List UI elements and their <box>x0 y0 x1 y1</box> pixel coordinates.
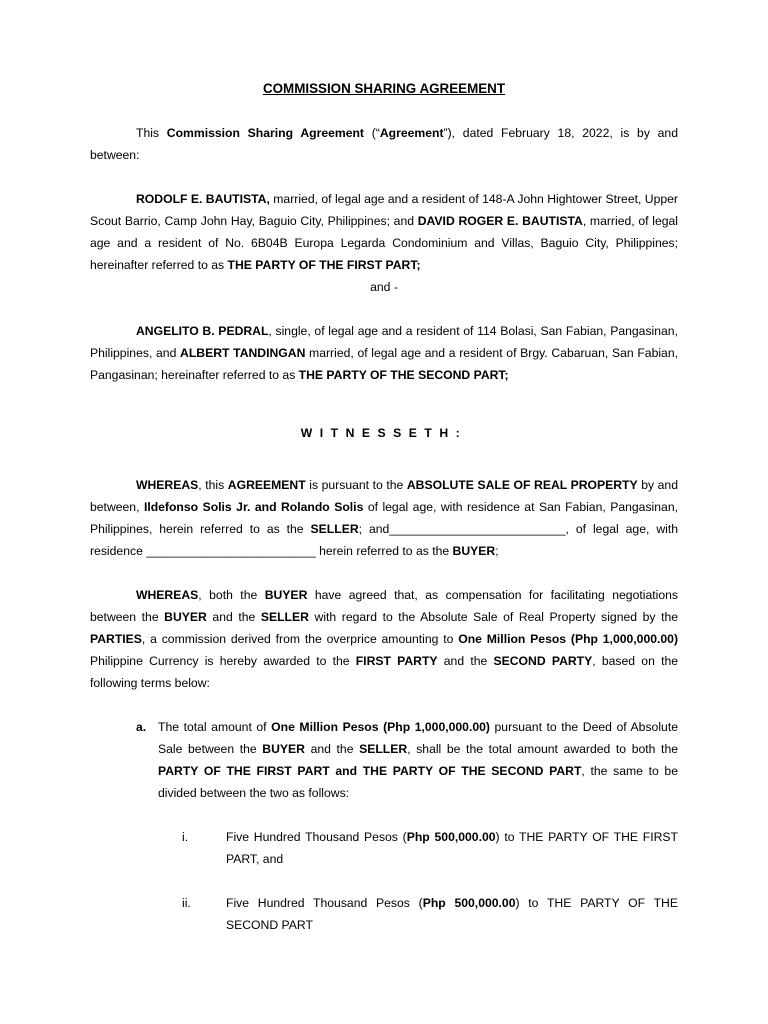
item-a-text-1: The total amount of <box>158 720 272 734</box>
whereas-paragraph-1 <box>90 474 678 562</box>
whereas2-text-6: Philippine Currency is hereby awarded to the <box>90 654 356 668</box>
second-party-text-1: , single, of legal age and a resident of 114 Bolasi, San Fabian, Pangasinan, Philippines, and <box>90 324 678 360</box>
item-a-text-2: pursuant to the Deed of Absolute Sale between the <box>158 720 678 756</box>
item-a-bold-2: BUYER <box>262 742 305 756</box>
item-a-bold-1: One Million Pesos (Php 1,000,000.00) <box>271 720 490 734</box>
item-ii-bold-1: Php 500,000.00 <box>422 896 516 910</box>
whereas1-text-3: by and between, <box>90 478 678 514</box>
whereas1-text-6: ; <box>495 544 499 558</box>
whereas1-text-5: ; and__________________________, of legal age, with residence _________________________ herein referred to as the <box>90 522 678 558</box>
item-a-text-5: , the same to be divided between the two as follows: <box>158 764 678 800</box>
whereas2-bold-5: PARTIES <box>90 632 142 646</box>
first-party-name-1: RODOLF E. BAUTISTA, <box>136 192 270 206</box>
item-i-text-2: ) to THE PARTY OF THE FIRST PART, and <box>226 830 679 866</box>
first-party-paragraph <box>90 188 678 276</box>
whereas2-text-2: have agreed that, as compensation for facilitating negotiations between the <box>90 588 678 624</box>
whereas2-bold-4: SELLER <box>260 610 309 624</box>
witnesseth-heading: WITNESSETH: <box>300 426 468 440</box>
first-party-text-1: married, of legal age and a resident of 148-A John Hightower Street, Upper Scout Barrio, Camp John Hay, Baguio City, Philippines; and <box>90 192 678 228</box>
intro-text-3: ”), dated February 18, 2022, is by and between: <box>90 126 678 162</box>
whereas1-bold-6: BUYER <box>452 544 496 558</box>
item-ii-text-2: ) to THE PARTY OF THE SECOND PART <box>226 896 678 932</box>
whereas2-text-5: , a commission derived from the overprice amounting to <box>141 632 459 646</box>
item-a-bold-4: PARTY OF THE FIRST PART and THE PARTY OF THE SECOND PART <box>158 764 582 778</box>
whereas2-text-3: and the <box>206 610 261 624</box>
whereas2-bold-7: FIRST PARTY <box>355 654 438 668</box>
and-separator: and - <box>370 280 398 294</box>
second-party-paragraph <box>90 320 678 386</box>
whereas2-bold-8: SECOND PARTY <box>493 654 593 668</box>
second-party-name-1: ANGELITO B. PEDRAL <box>136 324 269 338</box>
whereas1-bold-3: ABSOLUTE SALE OF REAL PROPERTY <box>406 478 638 492</box>
first-party-designation: THE PARTY OF THE FIRST PART; <box>227 258 421 272</box>
first-party-text-2: , married, of legal age and a resident of No. 6B04B Europa Legarda Condominium and Villas, Baguio City, Philippines; hereinafter referred to as <box>90 214 678 272</box>
whereas1-text-1: , this <box>198 478 228 492</box>
whereas2-bold-2: BUYER <box>264 588 308 602</box>
item-i-text-1: Five Hundred Thousand Pesos ( <box>226 830 407 844</box>
whereas2-bold-1: WHEREAS <box>136 588 199 602</box>
document-title: COMMISSION SHARING AGREEMENT <box>262 81 506 96</box>
item-i-bold-1: Php 500,000.00 <box>406 830 496 844</box>
whereas1-bold-2: AGREEMENT <box>227 478 306 492</box>
intro-text-1: This <box>136 126 167 140</box>
whereas1-text-4: of legal age, with residence at San Fabian, Pangasinan, Philippines, herein referred to as the <box>90 500 678 536</box>
first-party-name-2: DAVID ROGER E. BAUTISTA <box>417 214 583 228</box>
list-item-ii-text <box>226 892 678 936</box>
list-item-a-text <box>158 716 678 804</box>
whereas2-text-7: and the <box>437 654 494 668</box>
second-party-text-2: married, of legal age and a resident of Brgy. Cabaruan, San Fabian, Pangasinan; hereinafter referred to as <box>90 346 678 382</box>
whereas1-bold-1: WHEREAS <box>136 478 199 492</box>
list-marker-a: a. <box>136 720 147 734</box>
whereas2-text-1: , both the <box>198 588 265 602</box>
item-a-text-4: , shall be the total amount awarded to both the <box>407 742 678 756</box>
second-party-designation: THE PARTY OF THE SECOND PART; <box>298 368 509 382</box>
whereas2-text-8: , based on the following terms below: <box>90 654 679 690</box>
item-a-text-3: and the <box>304 742 360 756</box>
whereas2-bold-3: BUYER <box>164 610 207 624</box>
intro-bold-agreement: Agreement <box>379 126 444 140</box>
whereas-paragraph-2 <box>90 584 678 694</box>
whereas1-text-2: is pursuant to the <box>305 478 407 492</box>
second-party-name-2: ALBERT TANDINGAN <box>180 346 306 360</box>
list-item-i-text <box>226 826 678 870</box>
intro-paragraph <box>90 122 678 166</box>
whereas2-text-4: with regard to the Absolute Sale of Real Property signed by the <box>308 610 679 624</box>
item-a-bold-3: SELLER <box>359 742 408 756</box>
list-marker-i: i. <box>182 830 189 844</box>
intro-bold-agreement-name: Commission Sharing Agreement <box>166 126 364 140</box>
intro-text-2: (“ <box>364 126 380 140</box>
whereas1-bold-5: SELLER <box>310 522 359 536</box>
list-marker-ii: ii. <box>182 896 191 910</box>
whereas2-bold-6: One Million Pesos (Php 1,000,000.00) <box>458 632 678 646</box>
whereas1-bold-4: Ildefonso Solis Jr. and Rolando Solis <box>143 500 364 514</box>
item-ii-text-1: Five Hundred Thousand Pesos ( <box>226 896 423 910</box>
